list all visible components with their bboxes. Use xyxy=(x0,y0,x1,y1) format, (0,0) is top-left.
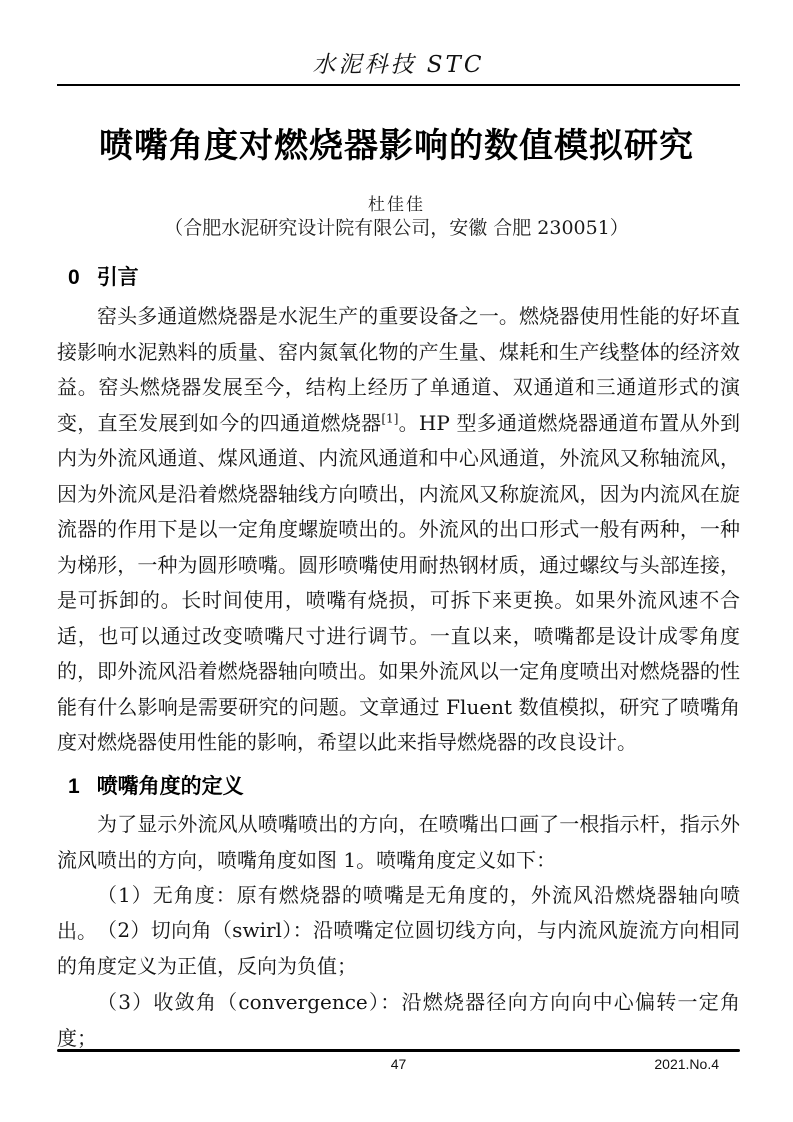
citation-marker: [1] xyxy=(381,410,399,425)
introduction-paragraph xyxy=(57,299,740,761)
footer-divider xyxy=(57,1049,740,1052)
introduction-text-after-ref: 。HP 型多通道燃烧器通道布置从外到内为外流风通道、煤风通道、内流风通道和中心风通道，外流风又称轴流风，因为外流风是沿着燃烧器轴线方向喷出，内流风又称旋流风，因为内流风在旋流器的作用下是以一定角度螺旋喷出的。外流风的出口形式一般有两种，一种为梯形，一种为圆形喷嘴。圆形喷嘴使用耐热钢材质，通过螺纹与头部连接，是可拆卸的。长时间使用，喷嘴有烧损，可拆下来更换。如果外流风速不合适，也可以通过改变喷嘴尺寸进行调节。一直以来，喷嘴都是设计成零角度的，即外流风沿着燃烧器轴向喷出。如果外流风以一定角度喷出对燃烧器的性能有什么影响是需要研究的问题。文章通过 Fluent 数值模拟，研究了喷嘴角度对燃烧器使用性能的影响，希望以此来指导燃烧器的改良设计。 xyxy=(57,410,740,754)
section-1-paragraph: 为了显示外流风从喷嘴喷出的方向，在喷嘴出口画了一根指示杆，指示外流风喷出的方向，喷嘴角度如图 1。喷嘴角度定义如下： xyxy=(57,812,740,872)
section-1-heading xyxy=(68,770,244,800)
issue-label: 2021.No.4 xyxy=(654,1056,719,1072)
header-divider xyxy=(57,84,740,86)
introduction-text-before-ref: 窑头多通道燃烧器是水泥生产的重要设备之一。燃烧器使用性能的好坏直接影响水泥熟料的质量、窑内氮氧化物的产生量、煤耗和生产线整体的经济效益。窑头燃烧器发展至今，结构上经历了单通道、双通道和三通道形式的演变，直至发展到如今的四通道燃烧器 xyxy=(57,304,740,435)
definition-item-1: （1）无角度：原有燃烧器的喷嘴是无角度的，外流风沿燃烧器轴向喷出。 xyxy=(57,883,740,943)
page-number: 47 xyxy=(390,1056,407,1072)
section-0-number: 0 xyxy=(68,266,80,289)
section-0-title: 引言 xyxy=(96,266,139,289)
author-name: 杜佳佳 xyxy=(368,195,425,215)
author-affiliation: （合肥水泥研究设计院有限公司，安徽 合肥 230051） xyxy=(164,217,629,239)
article-title: 喷嘴角度对燃烧器影响的数值模拟研究 xyxy=(99,127,694,165)
definition-item-3: （3）收敛角（convergence）：沿燃烧器径向方向向中心偏转一定角度； xyxy=(57,990,740,1050)
section-1-title: 喷嘴角度的定义 xyxy=(96,775,244,798)
section-1-number: 1 xyxy=(68,775,80,798)
journal-name-header: 水泥科技 STC xyxy=(312,52,485,78)
section-0-heading xyxy=(68,261,139,291)
definition-item-2: （2）切向角（swirl）：沿喷嘴定位圆切线方向，与内流风旋流方向相同的角度定义为正值，反向为负值； xyxy=(57,918,740,978)
